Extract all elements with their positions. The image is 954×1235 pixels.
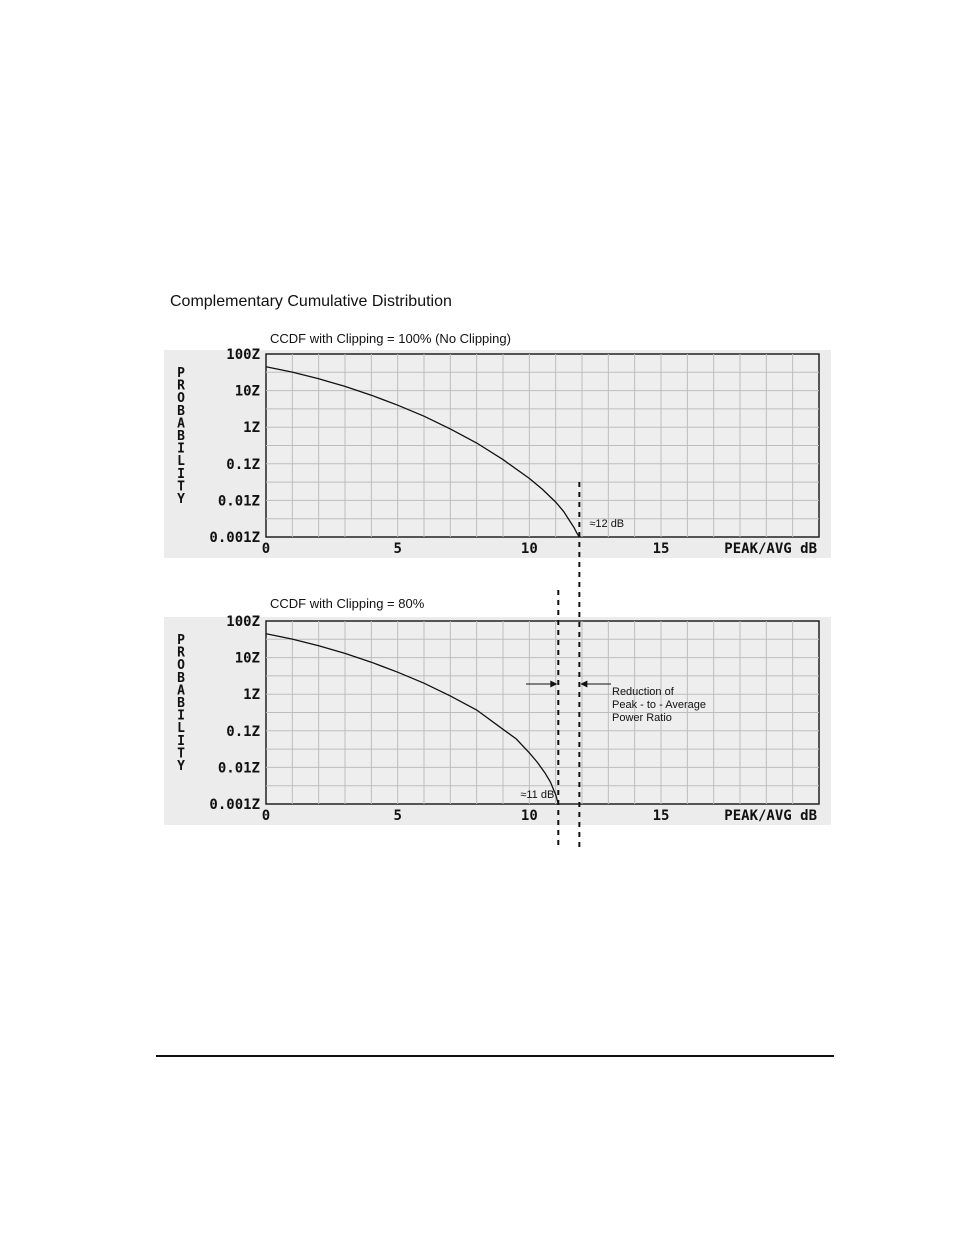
y-tick-label: 0.1Z [226, 723, 260, 740]
y-axis-label-letter: A [177, 683, 185, 699]
y-tick-label: 0.1Z [226, 456, 260, 473]
reduction-note-line: Power Ratio [612, 712, 672, 724]
x-tick-label: 0 [261, 808, 271, 824]
x-tick-label: 15 [652, 541, 670, 557]
y-tick-label: 1Z [243, 420, 260, 437]
y-axis-label-letter: I [177, 708, 185, 724]
y-axis-label-letter: R [177, 645, 185, 661]
y-axis-label-letter: T [177, 746, 185, 762]
y-tick-label: 0.001Z [209, 530, 260, 546]
annotation-12db: ≈12 dB [589, 518, 625, 530]
chart-title: CCDF with Clipping = 80% [270, 596, 425, 611]
y-axis-label-letter: B [177, 403, 185, 419]
charts-layer [164, 331, 831, 825]
y-tick-label: 1Z [243, 687, 260, 704]
x-tick-label: 0 [261, 541, 271, 557]
y-axis-label-letter: L [177, 454, 185, 470]
footer-rule [156, 1055, 834, 1057]
x-axis-label: PEAK/AVG dB [724, 541, 817, 557]
y-axis-label-letter: P [177, 633, 185, 648]
y-axis-label-letter: L [177, 721, 185, 737]
y-axis-label-letter: I [177, 441, 185, 457]
y-axis-label-letter: B [177, 670, 185, 686]
y-axis-label-letter: I [177, 466, 185, 482]
annotation-11db: ≈11 dB [520, 789, 555, 801]
x-tick-label: 10 [520, 808, 538, 824]
y-axis-label-letter: P [177, 366, 185, 381]
chart-2 [164, 596, 831, 825]
y-axis-label-letter: Y [177, 759, 185, 774]
y-axis-label-letter: O [177, 658, 185, 674]
reduction-note-line: Peak - to - Average [612, 699, 706, 711]
y-tick-label: 10Z [234, 650, 260, 667]
y-tick-label: 100Z [226, 614, 260, 630]
y-axis-label-letter: O [177, 391, 185, 407]
y-tick-label: 100Z [226, 347, 260, 363]
y-axis-label-letter: Y [177, 492, 185, 507]
y-axis-label-letter: T [177, 479, 185, 495]
y-tick-label: 0.01Z [217, 493, 260, 510]
chart-1 [164, 331, 831, 558]
x-tick-label: 15 [652, 808, 670, 824]
y-axis-label-letter: A [177, 416, 185, 432]
figure-title: Complementary Cumulative Distribution [170, 293, 452, 310]
y-axis-label-letter: B [177, 429, 185, 444]
y-tick-label: 0.001Z [209, 797, 260, 813]
y-tick-label: 10Z [234, 383, 260, 400]
y-axis-label-letter: I [177, 733, 185, 749]
y-tick-label: 0.01Z [217, 760, 260, 777]
x-tick-label: 10 [520, 541, 538, 557]
reduction-note-line: Reduction of [612, 686, 674, 698]
chart-title: CCDF with Clipping = 100% (No Clipping) [270, 331, 511, 346]
y-axis-label-letter: R [177, 378, 185, 394]
x-tick-label: 5 [393, 808, 402, 824]
x-axis-label: PEAK/AVG dB [724, 808, 817, 824]
y-axis-label-letter: B [177, 696, 185, 711]
x-tick-label: 5 [393, 541, 402, 557]
